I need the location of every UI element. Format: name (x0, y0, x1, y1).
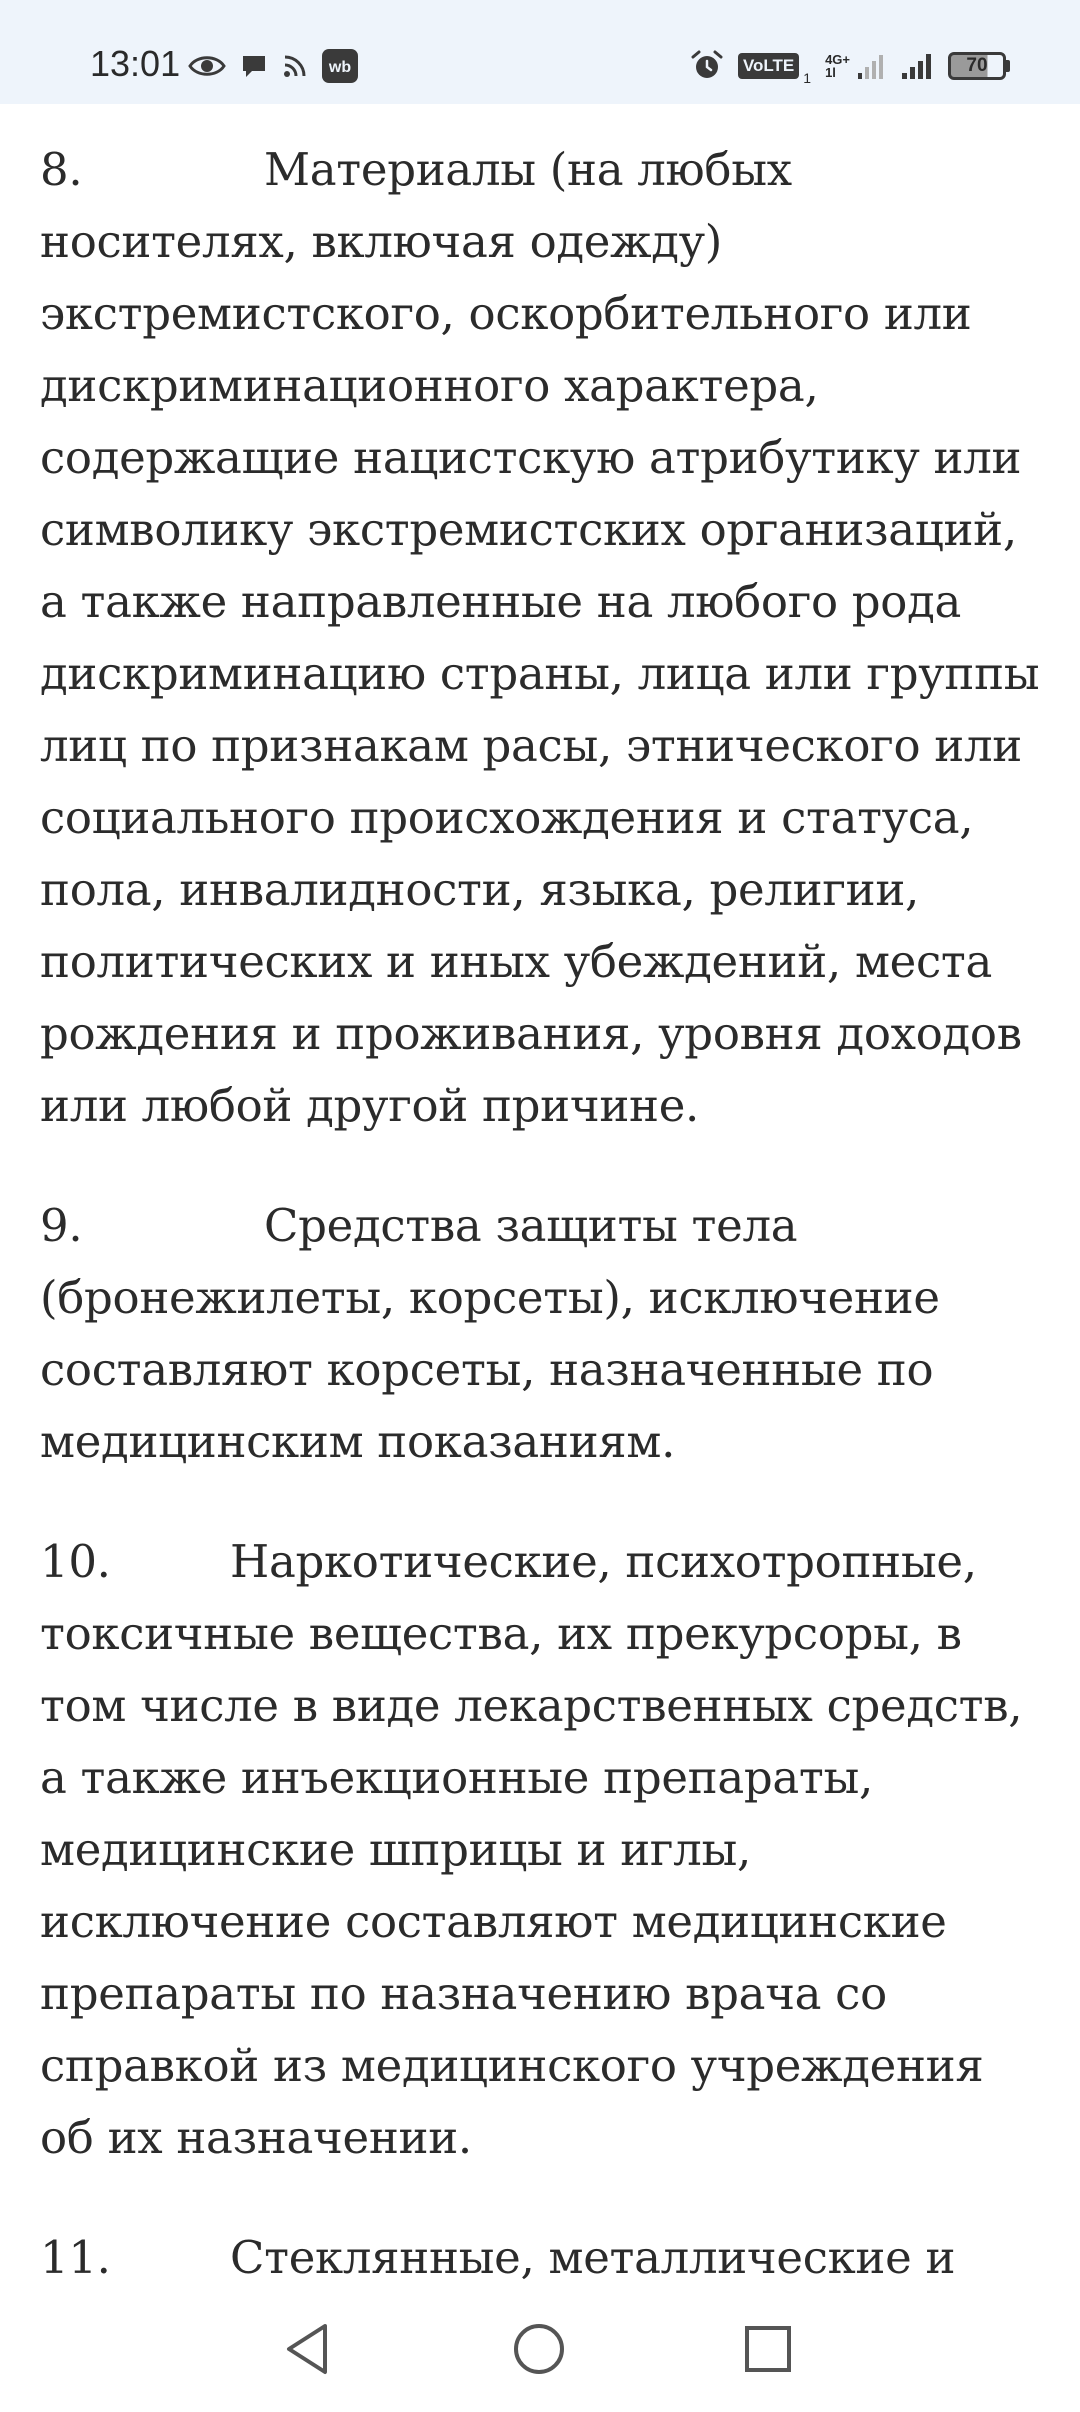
status-time: 13:01 (90, 43, 181, 84)
list-item-number: 10. (40, 1535, 111, 1588)
list-item-11 (40, 2222, 1050, 2294)
volte-sim-number: 1 (803, 70, 812, 86)
home-icon (512, 2322, 566, 2376)
list-item-text: Стеклянные, металлические и (230, 2231, 956, 2284)
navigation-bar (0, 2286, 1080, 2412)
list-item-number: 8. (40, 143, 83, 196)
recents-button[interactable] (733, 2314, 803, 2384)
battery-icon (948, 52, 1010, 80)
alarm-icon (690, 49, 724, 83)
status-bar (0, 0, 1080, 104)
list-item-number: 9. (40, 1199, 83, 1252)
list-item-text: Средства защиты тела (бронежилеты, корсеты), исключение составляют корсеты, назначенные по медицинским показаниям. (40, 1199, 940, 1468)
battery-tip (1006, 60, 1010, 72)
system-status-icons (690, 46, 1010, 86)
wb-label: wb (328, 59, 352, 76)
list-item-text: Материалы (на любых носителях, включая одежду) экстремистского, оскорбительного или дискриминационного характера, содержащие нацистскую атрибутику или символику экстремистских организаций, а также направленные на любого рода дискриминацию страны, лица или группы лиц по признакам расы, этнического или социального происхождения и статуса, пола, инвалидности, языка, религии, политических и иных убеждений, места рождения и проживания, уровня доходов или любой другой причине. (40, 143, 1040, 1132)
wireless-signal-icon (282, 53, 308, 79)
list-item-text: Наркотические, психотропные, токсичные вещества, их прекурсоры, в том числе в виде лекарственных средств, а также инъекционные препараты, медицинские шприцы и иглы, исключение составляют медицинские препараты по назначению врача со справкой из медицинского учреждения об их назначении. (40, 1535, 1023, 2164)
volte-icon: VoLTE (738, 53, 799, 79)
notification-icons (188, 46, 358, 86)
signal-strength-faded-icon (856, 51, 886, 81)
list-item-number: 11. (40, 2231, 111, 2284)
list-item-8 (40, 134, 1050, 1142)
network-sub: 1l (825, 65, 836, 80)
list-item-9 (40, 1190, 1050, 1478)
wb-app-icon (322, 49, 358, 83)
chat-bubble-icon (240, 52, 268, 80)
home-button[interactable] (504, 2314, 574, 2384)
signal-strength-icon (900, 51, 934, 81)
battery-level: 70 (948, 52, 1006, 80)
document-body (40, 134, 1050, 2342)
back-icon (283, 2322, 333, 2376)
recents-icon (743, 2324, 793, 2374)
mobile-data-icon (825, 53, 850, 79)
list-item-10 (40, 1526, 1050, 2174)
eye-icon (188, 53, 226, 79)
back-button[interactable] (273, 2314, 343, 2384)
network-type: 4G+ (825, 52, 850, 67)
